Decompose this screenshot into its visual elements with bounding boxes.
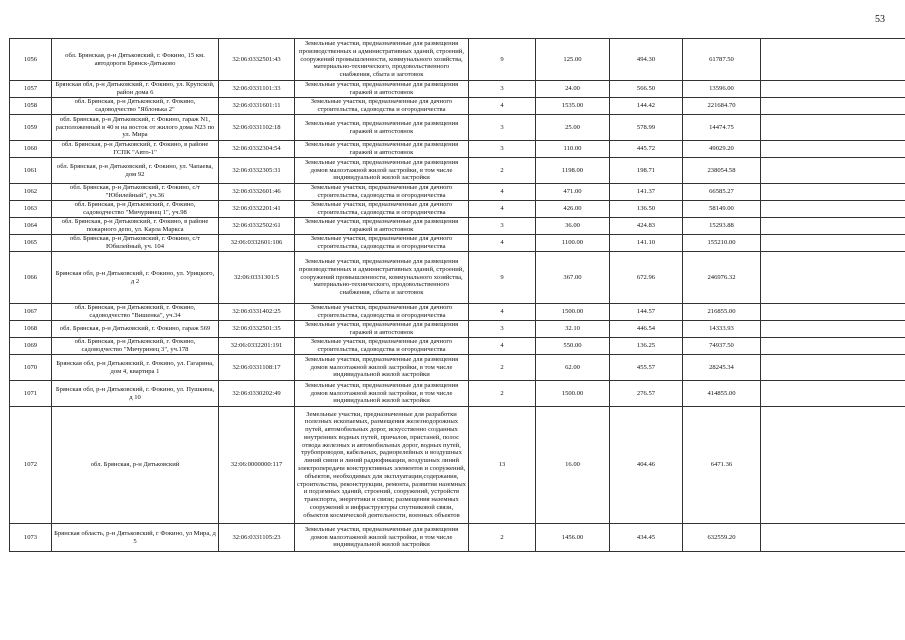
area-cell: 471.00 bbox=[536, 184, 610, 201]
cadastral-value-cell: 414855.00 bbox=[683, 381, 761, 407]
empty-cell bbox=[761, 39, 905, 81]
land-use-cell: Земельные участки, предназначенные для размещения гаражей и автостоянок bbox=[295, 81, 469, 98]
address-cell: обл. Брянская, р-н Дятьковский, г. Фокино, садоводчество "Вишенка", уч.34 bbox=[52, 304, 219, 321]
table-row bbox=[10, 407, 905, 524]
group-code-cell: 9 bbox=[469, 39, 536, 81]
row-number: 1067 bbox=[10, 304, 52, 321]
specific-value-cell: 494.30 bbox=[610, 39, 683, 81]
address-cell: обл. Брянская, р-н Дятьковский, г. Фокино, с/т Юбилейный, уч. 104 bbox=[52, 235, 219, 252]
area-cell: 24.00 bbox=[536, 81, 610, 98]
table-row bbox=[10, 338, 905, 355]
area-cell: 1198.00 bbox=[536, 158, 610, 184]
empty-cell bbox=[761, 524, 905, 552]
empty-cell bbox=[761, 235, 905, 252]
area-cell: 16.00 bbox=[536, 407, 610, 524]
area-cell: 367.00 bbox=[536, 252, 610, 304]
row-number: 1060 bbox=[10, 141, 52, 158]
cadastral-number-cell: 32:06:0332305:31 bbox=[219, 158, 295, 184]
row-number: 1061 bbox=[10, 158, 52, 184]
empty-cell bbox=[761, 115, 905, 141]
cadastral-number-cell: 32:06:0332601:46 bbox=[219, 184, 295, 201]
group-code-cell: 3 bbox=[469, 141, 536, 158]
row-number: 1072 bbox=[10, 407, 52, 524]
cadastral-value-cell: 14333.93 bbox=[683, 321, 761, 338]
empty-cell bbox=[761, 381, 905, 407]
cadastral-number-cell: 32:06:0332501:43 bbox=[219, 39, 295, 81]
cadastral-value-cell: 49029.20 bbox=[683, 141, 761, 158]
row-number: 1059 bbox=[10, 115, 52, 141]
specific-value-cell: 136.50 bbox=[610, 201, 683, 218]
empty-cell bbox=[761, 141, 905, 158]
area-cell: 62.00 bbox=[536, 355, 610, 381]
specific-value-cell: 141.37 bbox=[610, 184, 683, 201]
cadastral-number-cell: 32:06:0331102:18 bbox=[219, 115, 295, 141]
address-cell: обл. Брянская, р-н Дятьковский, г. Фокино, садоводчество "Мичуринец 3", уч.178 bbox=[52, 338, 219, 355]
address-cell: обл. Брянская, р-н Дятьковский, г. Фокино, в районе ГСПК "Авто-1" bbox=[52, 141, 219, 158]
row-number: 1058 bbox=[10, 98, 52, 115]
address-cell: Брянская обл, р-н Дятьковский, г. Фокино, ул. Гагарина, дом 4, квартира 1 bbox=[52, 355, 219, 381]
land-use-cell: Земельные участки, предназначенные для размещения домов малоэтажной жилой застройки, в том числе индивидуальной жилой застройки bbox=[295, 158, 469, 184]
specific-value-cell: 424.83 bbox=[610, 218, 683, 235]
address-cell: обл. Брянская, р-н Дятьковский, г. Фокино, гараж 569 bbox=[52, 321, 219, 338]
cadastral-number-cell: 32:06:0331108:17 bbox=[219, 355, 295, 381]
area-cell: 426.00 bbox=[536, 201, 610, 218]
table-row bbox=[10, 304, 905, 321]
cadastral-number-cell: 32:06:0332201:191 bbox=[219, 338, 295, 355]
table-row bbox=[10, 115, 905, 141]
land-use-cell: Земельные участки, предназначенные для дачного строительства, садоводства и огородничества bbox=[295, 304, 469, 321]
group-code-cell: 9 bbox=[469, 252, 536, 304]
cadastral-value-cell: 632559.20 bbox=[683, 524, 761, 552]
group-code-cell: 4 bbox=[469, 304, 536, 321]
empty-cell bbox=[761, 201, 905, 218]
row-number: 1073 bbox=[10, 524, 52, 552]
specific-value-cell: 141.10 bbox=[610, 235, 683, 252]
group-code-cell: 2 bbox=[469, 158, 536, 184]
group-code-cell: 4 bbox=[469, 184, 536, 201]
address-cell: Брянская обл, р-н Дятьковский, г. Фокино, ул. Пушкина, д 10 bbox=[52, 381, 219, 407]
land-use-cell: Земельные участки, предназначенные для разработки полезных ископаемых, размещения железнодорожных путей, автомобильных дорог, искусственно созданных внутренних водных путей, причалов, пристаней, полос отвода железных и автомобильных дорог, водных путей, трубопроводов, кабельных, радиорелейных и воздушных линий связи и линий радиофикации, воздушных линий электропередачи конструктивных элементов и сооружений, объектов, необходимых для эксплуатации,содержания, строительства, реконструкции, ремонта, развития наземных и подземных зданий, строений, сооружений, устройств транспорта, энергетики и связи; размещения наземных сооружений и инфраструктуры спутниковой связи, объектов космической деятельности, военных объектов bbox=[295, 407, 469, 524]
registry-rows bbox=[10, 39, 905, 552]
empty-cell bbox=[761, 355, 905, 381]
land-use-cell: Земельные участки, предназначенные для размещения гаражей и автостоянок bbox=[295, 218, 469, 235]
group-code-cell: 3 bbox=[469, 321, 536, 338]
row-number: 1057 bbox=[10, 81, 52, 98]
cadastral-number-cell: 32:06:0332304:54 bbox=[219, 141, 295, 158]
group-code-cell: 3 bbox=[469, 218, 536, 235]
land-use-cell: Земельные участки, предназначенные для размещения гаражей и автостоянок bbox=[295, 141, 469, 158]
row-number: 1066 bbox=[10, 252, 52, 304]
specific-value-cell: 455.57 bbox=[610, 355, 683, 381]
row-number: 1056 bbox=[10, 39, 52, 81]
specific-value-cell: 578.99 bbox=[610, 115, 683, 141]
group-code-cell: 3 bbox=[469, 81, 536, 98]
land-use-cell: Земельные участки, предназначенные для размещения домов малоэтажной жилой застройки, в том числе индивидуальной жилой застройки bbox=[295, 381, 469, 407]
table-row bbox=[10, 381, 905, 407]
area-cell: 25.00 bbox=[536, 115, 610, 141]
group-code-cell: 4 bbox=[469, 338, 536, 355]
land-use-cell: Земельные участки, предназначенные для дачного строительства, садоводства и огородничества bbox=[295, 338, 469, 355]
table-row bbox=[10, 141, 905, 158]
row-number: 1069 bbox=[10, 338, 52, 355]
address-cell: Брянская обл, р-н Дятьковский, г. Фокино, ул. Крупской, район дома 6 bbox=[52, 81, 219, 98]
area-cell: 1100.00 bbox=[536, 235, 610, 252]
group-code-cell: 13 bbox=[469, 407, 536, 524]
address-cell: обл. Брянская, р-н Дятьковский, г. Фокино, 15 км. автодороги Брянск-Дятьково bbox=[52, 39, 219, 81]
cadastral-value-cell: 61787.50 bbox=[683, 39, 761, 81]
cadastral-value-cell: 13596.00 bbox=[683, 81, 761, 98]
land-use-cell: Земельные участки, предназначенные для размещения гаражей и автостоянок bbox=[295, 115, 469, 141]
address-cell: обл. Брянская, р-н Дятьковский, г. Фокино, с/т "Юбилейный", уч.36 bbox=[52, 184, 219, 201]
table-row bbox=[10, 184, 905, 201]
cadastral-number-cell: 32:06:0331601:11 bbox=[219, 98, 295, 115]
table-row bbox=[10, 321, 905, 338]
group-code-cell: 4 bbox=[469, 235, 536, 252]
land-use-cell: Земельные участки, предназначенные для дачного строительства, садоводства и огородничества bbox=[295, 184, 469, 201]
address-cell: обл. Брянская, р-н Дятьковский, г. Фокино, гараж N1, расположенный в 40 м на восток от жилого дома N23 по ул. Мира bbox=[52, 115, 219, 141]
row-number: 1062 bbox=[10, 184, 52, 201]
land-use-cell: Земельные участки, предназначенные для размещения домов малоэтажной жилой застройки, в том числе индивидуальной жилой застройки bbox=[295, 524, 469, 552]
empty-cell bbox=[761, 158, 905, 184]
group-code-cell: 4 bbox=[469, 98, 536, 115]
address-cell: Брянская обл, р-н Дятьковский, г. Фокино, ул. Урицкого, д 2 bbox=[52, 252, 219, 304]
empty-cell bbox=[761, 81, 905, 98]
specific-value-cell: 446.54 bbox=[610, 321, 683, 338]
empty-cell bbox=[761, 321, 905, 338]
land-use-cell: Земельные участки, предназначенные для дачного строительства, садоводства и огородничества bbox=[295, 235, 469, 252]
specific-value-cell: 566.50 bbox=[610, 81, 683, 98]
empty-cell bbox=[761, 407, 905, 524]
table-row bbox=[10, 81, 905, 98]
table-row bbox=[10, 218, 905, 235]
cadastral-value-cell: 246976.32 bbox=[683, 252, 761, 304]
specific-value-cell: 672.96 bbox=[610, 252, 683, 304]
land-use-cell: Земельные участки, предназначенные для размещения домов малоэтажной жилой застройки, в том числе индивидуальной жилой застройки bbox=[295, 355, 469, 381]
specific-value-cell: 136.25 bbox=[610, 338, 683, 355]
cadastral-value-cell: 66585.27 bbox=[683, 184, 761, 201]
cadastral-value-cell: 216855.00 bbox=[683, 304, 761, 321]
empty-cell bbox=[761, 252, 905, 304]
table-row bbox=[10, 235, 905, 252]
group-code-cell: 3 bbox=[469, 115, 536, 141]
group-code-cell: 4 bbox=[469, 201, 536, 218]
cadastral-number-cell: 32:06:0330202:49 bbox=[219, 381, 295, 407]
page-number: 53 bbox=[875, 14, 885, 25]
table-row bbox=[10, 524, 905, 552]
cadastral-number-cell: 32:06:0331301:5 bbox=[219, 252, 295, 304]
cadastral-number-cell: 32:06:0332201:41 bbox=[219, 201, 295, 218]
cadastral-number-cell: 32:06:0331105:23 bbox=[219, 524, 295, 552]
empty-cell bbox=[761, 184, 905, 201]
address-cell: Брянская область, р-н Дятьковский, г Фокино, ул Мира, д 5 bbox=[52, 524, 219, 552]
row-number: 1070 bbox=[10, 355, 52, 381]
cadastral-value-cell: 28245.34 bbox=[683, 355, 761, 381]
table-row bbox=[10, 158, 905, 184]
cadastral-value-cell: 58149.00 bbox=[683, 201, 761, 218]
cadastral-value-cell: 221684.70 bbox=[683, 98, 761, 115]
cadastral-number-cell: 32:06:0331402:25 bbox=[219, 304, 295, 321]
specific-value-cell: 198.71 bbox=[610, 158, 683, 184]
land-use-cell: Земельные участки, предназначенные для размещения гаражей и автостоянок bbox=[295, 321, 469, 338]
cadastral-value-cell: 238054.58 bbox=[683, 158, 761, 184]
area-cell: 110.00 bbox=[536, 141, 610, 158]
cadastral-value-cell: 15293.88 bbox=[683, 218, 761, 235]
table-row bbox=[10, 252, 905, 304]
specific-value-cell: 445.72 bbox=[610, 141, 683, 158]
row-number: 1064 bbox=[10, 218, 52, 235]
area-cell: 550.00 bbox=[536, 338, 610, 355]
land-use-cell: Земельные участки, предназначенные для дачного строительства, садоводства и огородничества bbox=[295, 98, 469, 115]
cadastral-number-cell: 32:06:0331101:33 bbox=[219, 81, 295, 98]
cadastral-number-cell: 32:06:0332501:35 bbox=[219, 321, 295, 338]
cadastral-value-cell: 74937.50 bbox=[683, 338, 761, 355]
table-row bbox=[10, 39, 905, 81]
group-code-cell: 2 bbox=[469, 355, 536, 381]
cadastral-value-cell: 14474.75 bbox=[683, 115, 761, 141]
cadastral-number-cell: 32:06:0332601:106 bbox=[219, 235, 295, 252]
table-row bbox=[10, 355, 905, 381]
row-number: 1071 bbox=[10, 381, 52, 407]
group-code-cell: 2 bbox=[469, 381, 536, 407]
area-cell: 1456.00 bbox=[536, 524, 610, 552]
area-cell: 36.00 bbox=[536, 218, 610, 235]
row-number: 1063 bbox=[10, 201, 52, 218]
cadastral-value-cell: 6471.36 bbox=[683, 407, 761, 524]
cadastral-value-cell: 155210.00 bbox=[683, 235, 761, 252]
cadastral-number-cell: 32:06:0332502:61 bbox=[219, 218, 295, 235]
specific-value-cell: 404.46 bbox=[610, 407, 683, 524]
empty-cell bbox=[761, 304, 905, 321]
specific-value-cell: 144.42 bbox=[610, 98, 683, 115]
empty-cell bbox=[761, 338, 905, 355]
address-cell: обл. Брянская, р-н Дятьковский, г. Фокино, в районе пожарного депо, ул. Карла Маркса bbox=[52, 218, 219, 235]
address-cell: обл. Брянская, р-н Дятьковский bbox=[52, 407, 219, 524]
table-row bbox=[10, 98, 905, 115]
empty-cell bbox=[761, 218, 905, 235]
specific-value-cell: 276.57 bbox=[610, 381, 683, 407]
land-use-cell: Земельные участки, предназначенные для размещения производственных и административных зданий, строений, сооружений промышленности, коммунального хозяйства, материально-технического, продовольственного снабжения, сбыта и заготовок bbox=[295, 39, 469, 81]
area-cell: 1500.00 bbox=[536, 381, 610, 407]
area-cell: 125.00 bbox=[536, 39, 610, 81]
row-number: 1065 bbox=[10, 235, 52, 252]
land-use-cell: Земельные участки, предназначенные для дачного строительства, садоводства и огородничества bbox=[295, 201, 469, 218]
specific-value-cell: 434.45 bbox=[610, 524, 683, 552]
area-cell: 1500.00 bbox=[536, 304, 610, 321]
specific-value-cell: 144.57 bbox=[610, 304, 683, 321]
area-cell: 1535.00 bbox=[536, 98, 610, 115]
land-registry-table bbox=[9, 38, 905, 552]
address-cell: обл. Брянская, р-н Дятьковский, г. Фокино, ул. Чапаева, дом 92 bbox=[52, 158, 219, 184]
cadastral-number-cell: 32:06:0000000:117 bbox=[219, 407, 295, 524]
row-number: 1068 bbox=[10, 321, 52, 338]
land-use-cell: Земельные участки, предназначенные для размещения производственных и административных зданий, строений, сооружений промышленности, коммунального хозяйства, материально-технического, продовольственного снабжения, сбыта и заготовок bbox=[295, 252, 469, 304]
address-cell: обл. Брянская, р-н Дятьковский, г. Фокино, садоводчество "Мичуринец 1", уч.98 bbox=[52, 201, 219, 218]
table-row bbox=[10, 201, 905, 218]
group-code-cell: 2 bbox=[469, 524, 536, 552]
empty-cell bbox=[761, 98, 905, 115]
area-cell: 32.10 bbox=[536, 321, 610, 338]
address-cell: обл. Брянская, р-н Дятьковский, г. Фокино, садоводчество "Яблонька 2" bbox=[52, 98, 219, 115]
